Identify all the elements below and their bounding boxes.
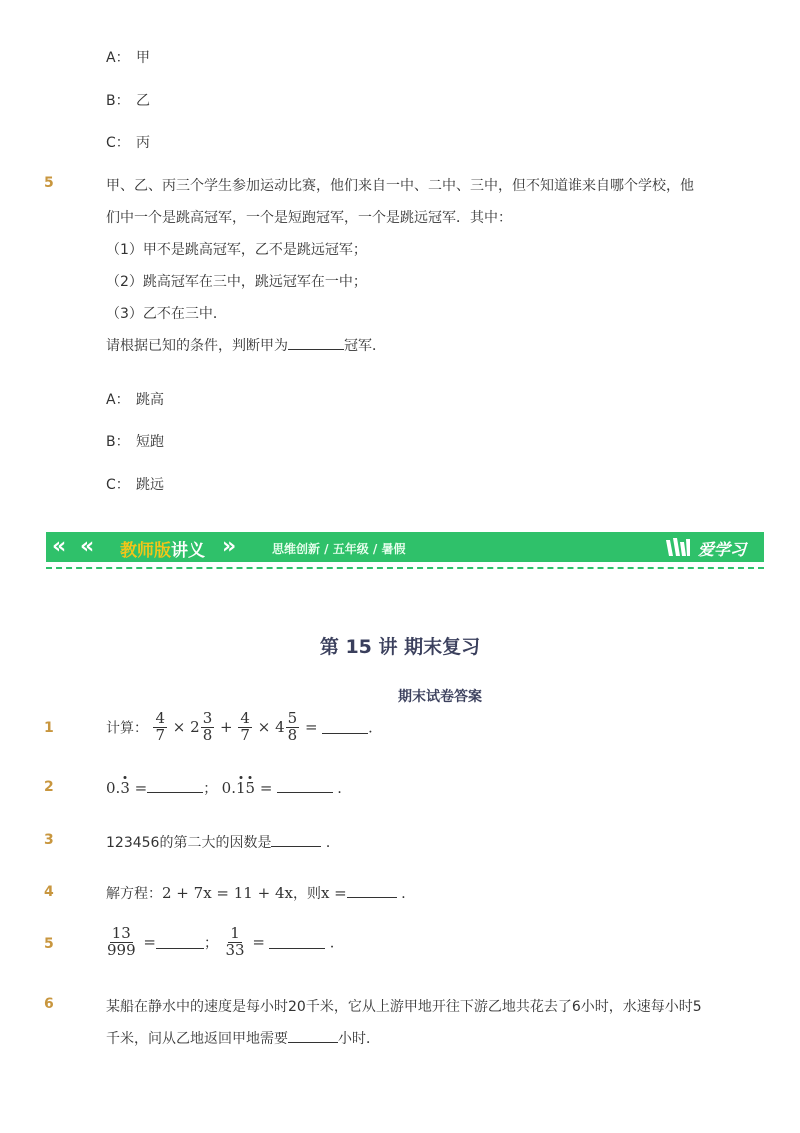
repeating-digit: 1 (235, 779, 246, 797)
fraction (153, 711, 167, 744)
option-letter: B： (106, 434, 130, 450)
question-text-line: 某船在静水中的速度是每小时20千米，它从上游甲地开往下游乙地共花去了6小时，水速每小时5 (106, 999, 702, 1015)
logo-icon (664, 536, 692, 558)
option-b (106, 431, 164, 451)
question-4 (106, 883, 415, 903)
denominator: 8 (287, 725, 298, 744)
option-a (106, 47, 150, 67)
option-c (106, 474, 164, 494)
numerator: 4 (240, 709, 250, 727)
question-text: 123456的第二大的因数是 (106, 835, 272, 851)
fraction (201, 711, 215, 744)
numerator: 4 (155, 709, 165, 727)
numerator: 13 (111, 924, 131, 942)
option-letter: A： (106, 50, 130, 66)
question-suffix: 小时． (338, 1031, 380, 1047)
numerator: 3 (202, 709, 213, 727)
question-text-line: （2）跳高冠军在三中，跳远冠军在一中； (106, 274, 367, 290)
math-expression (222, 779, 273, 797)
denominator: 8 (202, 725, 213, 744)
plus-sign: + (220, 718, 233, 737)
question-5 (104, 926, 344, 959)
answer-blank (288, 1030, 338, 1043)
numerator: 1 (230, 924, 240, 942)
fraction (238, 711, 252, 744)
question-number: 5 (44, 936, 54, 952)
banner-title-highlight: 教师版 (120, 541, 171, 561)
math-expression (104, 924, 156, 959)
question-suffix: ． (401, 886, 416, 902)
answer-blank (269, 936, 325, 949)
equals-sign: = (134, 779, 148, 797)
option-b (106, 90, 150, 110)
chevron-left-icon: « (52, 534, 67, 559)
answer-blank (147, 780, 203, 793)
denominator: 7 (240, 725, 250, 744)
denominator: 999 (107, 940, 136, 959)
equals-sign: = (259, 779, 273, 797)
separator: ； (204, 935, 218, 952)
question-text: 千米，问从乙地返回甲地需要 (106, 1031, 288, 1047)
numerator: 5 (287, 709, 298, 727)
whole-part: 2 (190, 718, 200, 737)
answer-blank (277, 780, 333, 793)
chevron-left-icon: « (80, 534, 95, 559)
section-title: 期末试卷答案 (398, 689, 482, 705)
question-suffix: ． (368, 720, 383, 737)
times-sign: × (172, 718, 186, 737)
option-text: 跳远 (136, 477, 164, 493)
question-number: 2 (44, 779, 54, 795)
option-letter: A： (106, 392, 130, 408)
option-letter: C： (106, 477, 130, 493)
option-a (106, 389, 164, 409)
answer-blank (156, 936, 204, 949)
times-sign: × (257, 718, 271, 737)
fraction (286, 711, 300, 744)
banner-divider (46, 567, 764, 569)
header-banner (46, 532, 764, 562)
math-expression (222, 924, 265, 959)
question-suffix: ． (337, 781, 352, 797)
question-number: 4 (44, 884, 54, 900)
fraction (223, 926, 246, 959)
question-number: 1 (44, 720, 54, 736)
question-1 (106, 711, 382, 744)
chevron-right-icon: » (222, 534, 237, 559)
repeating-digit: 5 (245, 779, 256, 797)
option-text: 甲 (136, 50, 150, 66)
math-expression (106, 779, 147, 797)
fraction (105, 926, 138, 959)
equation: 2 + 7x = 11 + 4x (162, 884, 293, 902)
question-ask (106, 335, 386, 355)
question-text-line: （1）甲不是跳高冠军，乙不是跳远冠军； (106, 242, 367, 258)
question-text-line: 甲、乙、丙三个学生参加运动比赛，他们来自一中、二中、三中，但不知道谁来自哪个学校，他 (106, 178, 694, 194)
ask-suffix: 冠军． (344, 338, 386, 354)
question-text-line: （3）乙不在三中． (106, 306, 227, 322)
question-suffix: ． (325, 835, 340, 851)
question-number: 3 (44, 832, 54, 848)
denominator: 7 (155, 725, 165, 744)
equals-sign: = (143, 933, 156, 952)
question-text-line (106, 1028, 380, 1048)
equals-sign: = (304, 718, 318, 737)
decimal-part: 0. (221, 779, 236, 797)
decimal-part: 0. (106, 779, 121, 797)
banner-subtitle: 思维创新 / 五年级 / 暑假 (272, 542, 406, 556)
question-text-line: 们中一个是跳高冠军，一个是短跑冠军，一个是跳远冠军．其中： (106, 210, 512, 226)
question-prefix: 计算： (106, 720, 148, 737)
question-number: 5 (44, 175, 54, 191)
option-text: 跳高 (136, 392, 164, 408)
option-text: 短跑 (136, 434, 164, 450)
denominator: 33 (225, 940, 245, 959)
answer-blank (347, 885, 397, 898)
variable: x = (320, 884, 347, 902)
lecture-title: 第 15 讲 期末复习 (319, 636, 481, 658)
question-3 (106, 832, 340, 852)
ask-prefix: 请根据已知的条件，判断甲为 (106, 338, 288, 354)
math-expression (152, 709, 322, 744)
question-prefix: 解方程： (106, 886, 162, 902)
answer-blank (271, 834, 321, 847)
option-text: 丙 (136, 135, 150, 151)
equals-sign: = (252, 933, 265, 952)
logo-text: 爱学习 (698, 540, 747, 559)
banner-title-rest: 讲义 (171, 541, 205, 561)
option-text: 乙 (136, 93, 150, 109)
repeating-digit: 3 (120, 779, 130, 797)
answer-blank (322, 721, 368, 734)
whole-part: 4 (275, 718, 285, 737)
answer-blank (288, 337, 344, 350)
option-c (106, 132, 150, 152)
question-2 (106, 778, 351, 798)
option-letter: C： (106, 135, 130, 151)
separator: ； (203, 781, 218, 797)
question-number: 6 (44, 996, 54, 1012)
question-text: ，则 (292, 886, 321, 902)
option-letter: B： (106, 93, 130, 109)
question-suffix: ． (329, 935, 344, 952)
banner-title (120, 536, 205, 561)
